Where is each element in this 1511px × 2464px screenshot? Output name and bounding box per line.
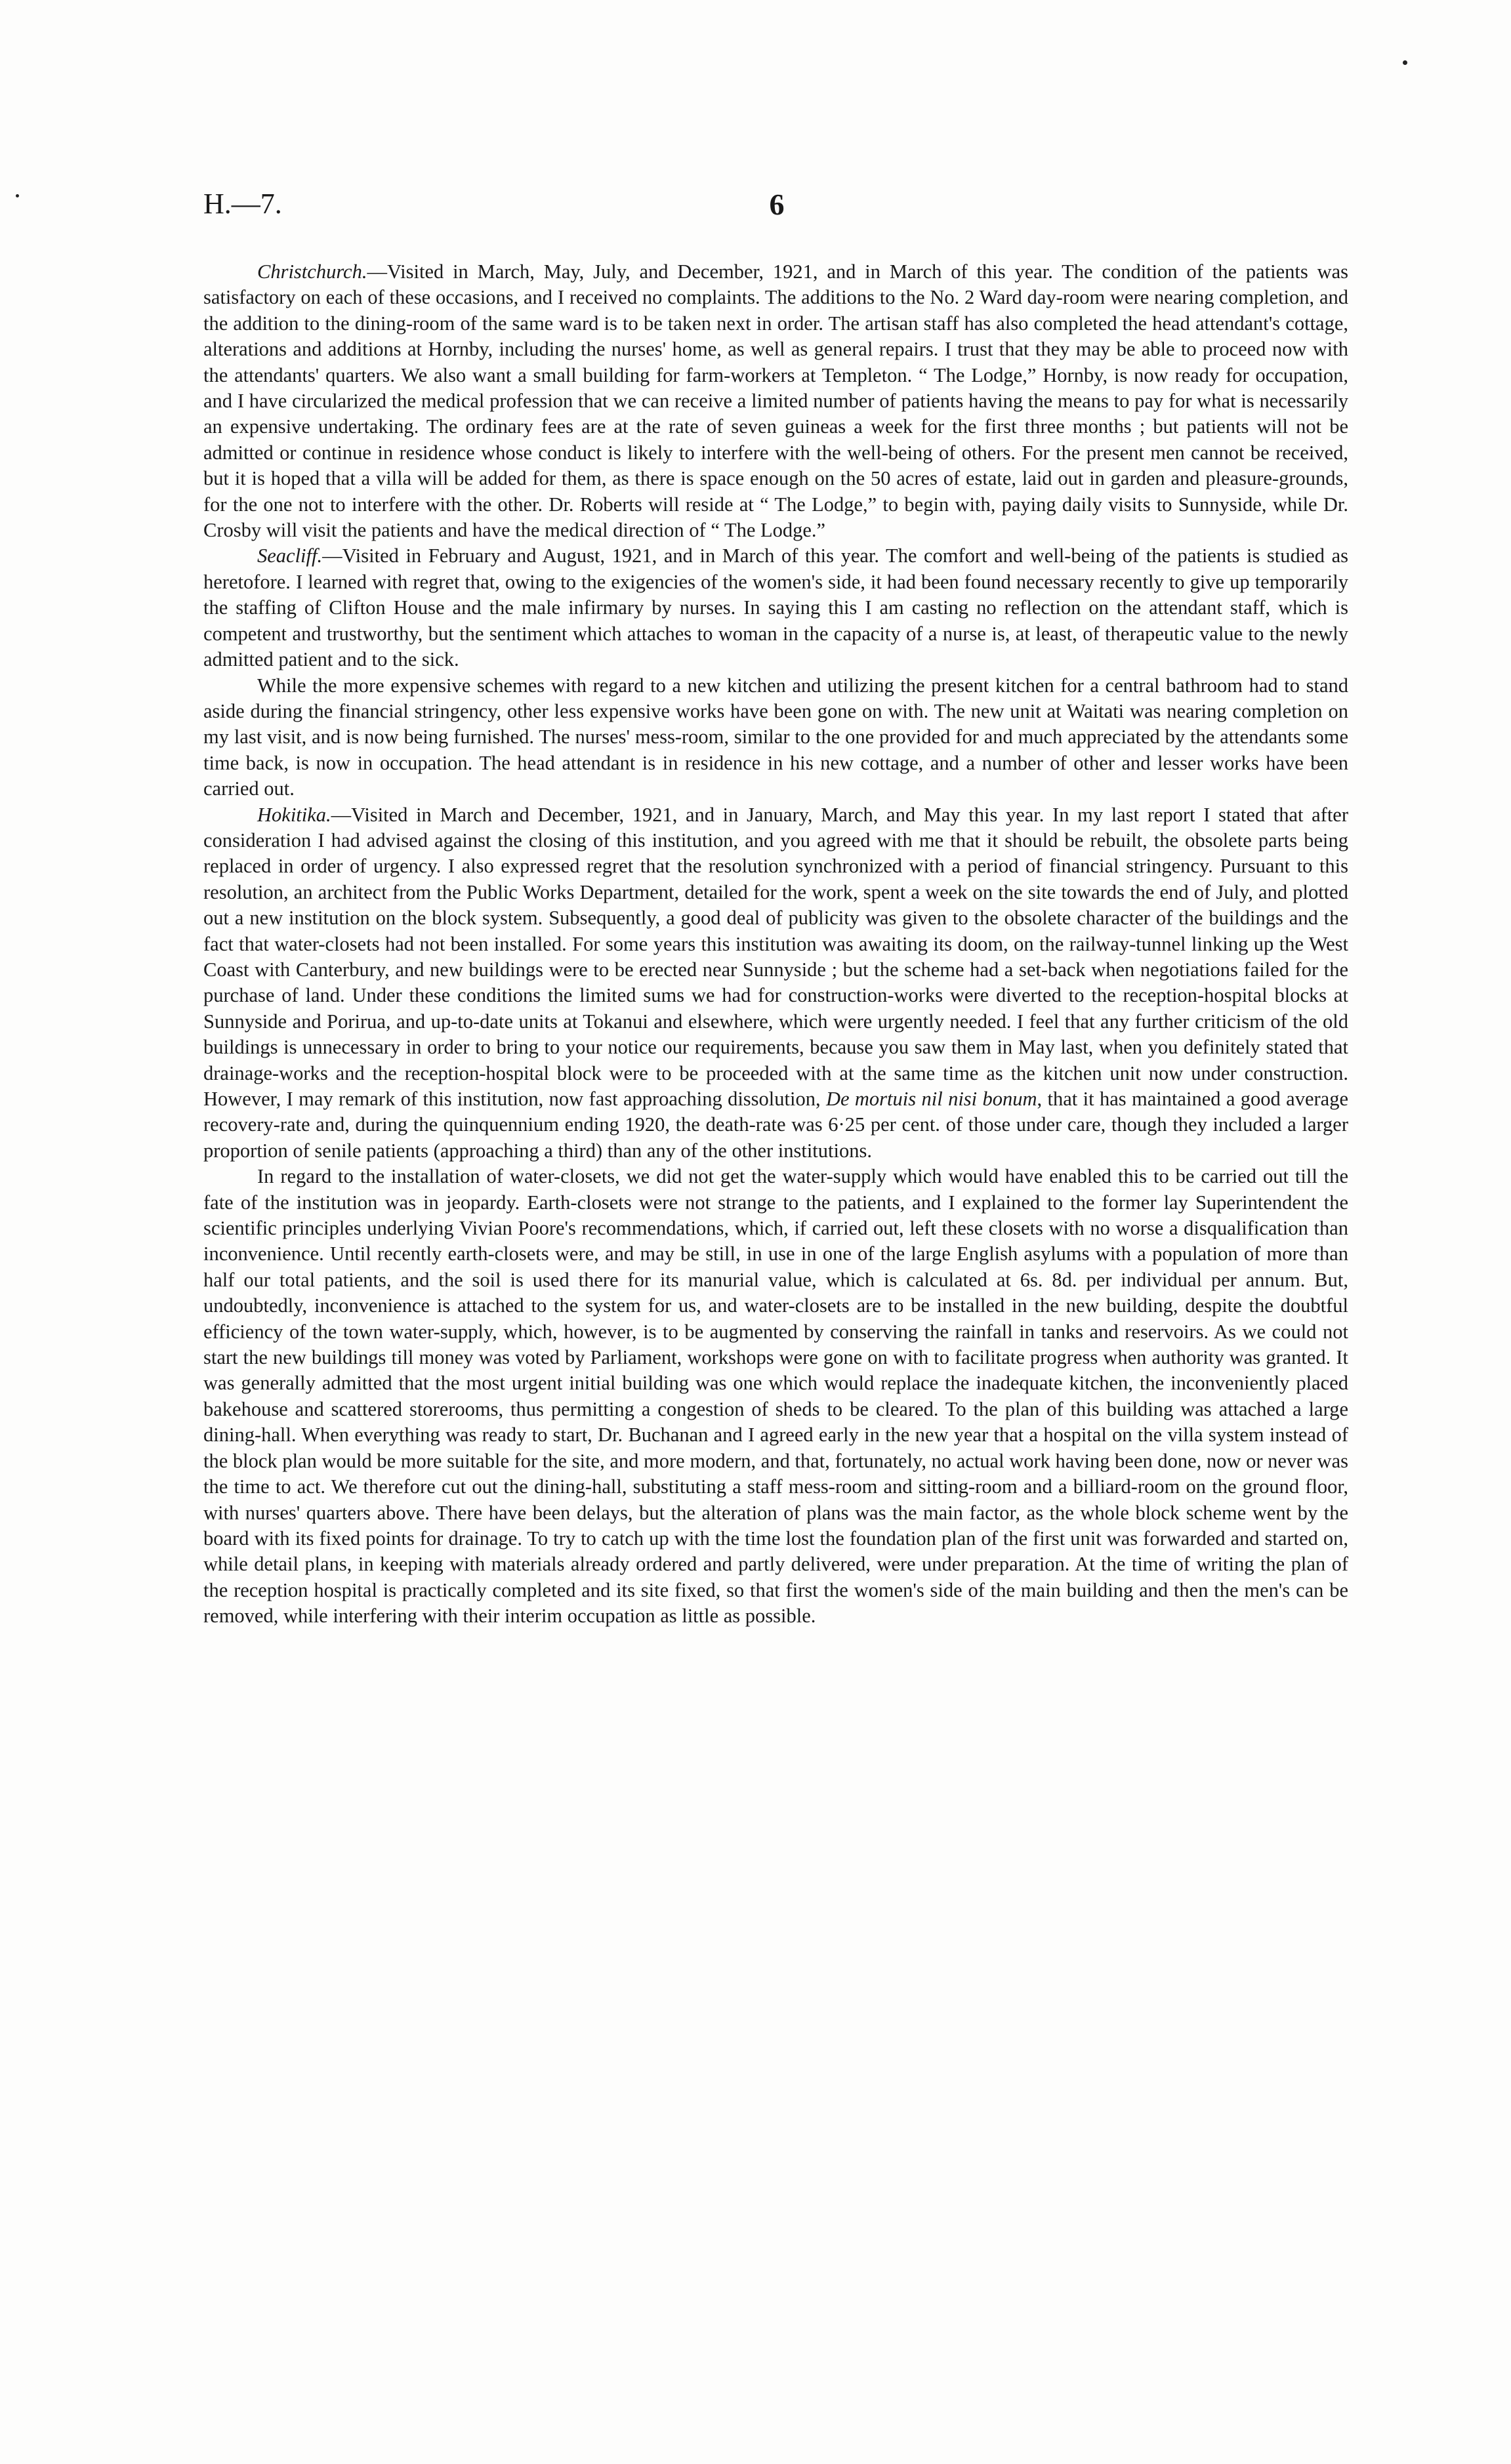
paragraph-text: —Visited in February and August, 1921, and in March of this year. The comfort and well-being of the patients is studied as heretofore. I learned with regret that, owing to the exigencies of the women's side, it had been found necessary recently to give up temporarily the staffing of Clifton House and the male infirmary by nurses. In saying this I am casting no reflection on the attendant staff, which is competent and trustworthy, but the sentiment which attaches to woman in the capacity of a nurse is, at least, of therapeutic value to the newly admitted patient and to the sick. <box>203 544 1348 671</box>
paragraph-lead: Hokitika. <box>257 803 331 826</box>
paragraph-seacliff <box>203 543 1348 672</box>
paragraph-hokitika <box>203 802 1348 1164</box>
paragraph-christchurch <box>203 259 1348 543</box>
paragraph-lead: Christchurch. <box>257 260 367 283</box>
paragraph-text: In regard to the installation of water-closets, we did not get the water-supply which would have enabled this to be carried out till the fate of the institution was in jeopardy. Earth-closets were not strange to the patients, and I explained to the former lay Superintendent the scientific principles underlying Vivian Poore's recommendations, which, if carried out, left these closets with no worse a disqualification than inconvenience. Until recently earth-closets were, and may be still, in use in one of the large English asylums with a population of more than half our total patients, and the soil is used there for its manurial value, which is calculated at 6s. 8d. per individual per annum. But, undoubtedly, inconvenience is attached to the system for us, and water-closets are to be installed in the new building, despite the doubtful efficiency of the town water-supply, which, however, is to be augmented by conserving the rainfall in tanks and reservoirs. As we could not start the new buildings till money was voted by Parliament, workshops were gone on with to facilitate progress when authority was granted. It was generally admitted that the most urgent initial building was one which would replace the inadequate kitchen, the inconveniently placed bakehouse and scattered storerooms, thus permitting a congestion of sheds to be cleared. To the plan of this building was attached a large dining-hall. When everything was ready to start, Dr. Buchanan and I agreed early in the new year that a hospital on the villa system instead of the block plan would be more suitable for the site, and more modern, and that, fortunately, no actual work having been done, now or never was the time to act. We therefore cut out the dining-hall, substituting a staff mess-room and sitting-room and a billiard-room on the ground floor, with nurses' quarters above. There have been delays, but the alteration of plans was the main factor, as the whole block scheme went by the board with its fixed points for drainage. To try to catch up with the time lost the foundation plan of the first unit was forwarded and started on, while detail plans, in keeping with materials already ordered and partly delivered, were under preparation. At the time of writing the plan of the reception hospital is practically completed and its site fixed, so that first the women's side of the main building and then the men's can be removed, while interfering with their interim occupation as little as possible. <box>203 1165 1348 1628</box>
paragraph-water-closets <box>203 1164 1348 1629</box>
paragraph-text: —Visited in March, May, July, and December, 1921, and in March of this year. The condition of the patients was satisfactory on each of these occasions, and I received no complaints. The additions to the No. 2 Ward day-room were nearing completion, and the addition to the dining-room of the same ward is to be taken next in order. The artisan staff has also completed the head attendant's cottage, alterations and additions at Hornby, including the nurses' home, as well as general repairs. I trust that they may be able to proceed now with the attendants' quarters. We also want a small building for farm-workers at Templeton. “ The Lodge,” Hornby, is now ready for occupation, and I have circularized the medical profession that we can receive a limited number of patients having the means to pay for what is necessarily an expensive undertaking. The ordinary fees are at the rate of seven guineas a week for the first three months ; but patients will not be admitted or continue in residence whose conduct is likely to interfere with the well-being of others. For the present men cannot be received, but it is hoped that a villa will be added for them, as there is space enough on the 50 acres of estate, laid out in garden and pleasure-grounds, for the one not to interfere with the other. Dr. Roberts will reside at “ The Lodge,” to begin with, paying daily visits to Sunnyside, while Dr. Crosby will visit the patients and have the medical direction of “ The Lodge.” <box>203 260 1348 542</box>
page-header <box>203 187 1350 233</box>
latin-phrase: De mortuis nil nisi bonum <box>825 1088 1037 1110</box>
paragraph-text: While the more expensive schemes with regard to a new kitchen and utilizing the present kitchen for a central bathroom had to stand aside during the financial stringency, other less expensive works have been gone on with. The new unit at Waitati was nearing completion on my last visit, and is now being furnished. The nurses' mess-room, similar to the one provided for and much appreciated by the attendants some time back, is now in occupation. The head attendant is in residence in his new cottage, and a number of other and lesser works have been carried out. <box>203 674 1348 800</box>
document-reference: H.—7. <box>203 188 282 220</box>
paragraph-text: —Visited in March and December, 1921, and in January, March, and May this year. In my last report I stated that after consideration I had advised against the closing of this institution, and you agreed with me that it should be rebuilt, the obsolete parts being replaced in order of urgency. I also expressed regret that the resolution synchronized with a period of financial stringency. Pursuant to this resolution, an architect from the Public Works Department, detailed for the work, spent a week on the site towards the end of July, and plotted out a new institution on the block system. Subsequently, a good deal of publicity was given to the obsolete character of the buildings and the fact that water-closets had not been installed. For some years this institution was awaiting its doom, on the railway-tunnel linking up the West Coast with Canterbury, and new buildings were to be erected near Sunnyside ; but the scheme had a set-back when negotiations failed for the purchase of land. Under these conditions the limited sums we had for construction-works were diverted to the reception-hospital blocks at Sunnyside and Porirua, and up-to-date units at Tokanui and elsewhere, which were urgently needed. I feel that any further criticism of the old buildings is unnecessary in order to bring to your notice our requirements, because you saw them in May last, when you definitely stated that drainage-works and the reception-hospital block were to be proceeded with at the same time as the kitchen unit now under construction. However, I may remark of this institution, now fast approaching dissolution, <box>203 803 1348 1110</box>
paragraph-lead: Seacliff. <box>257 544 323 567</box>
paragraph-seacliff-works <box>203 673 1348 802</box>
page-number: 6 <box>769 188 785 221</box>
ink-speck <box>1403 60 1407 65</box>
body-text <box>203 259 1348 1630</box>
paragraph-text: , that it has maintained a good average recovery-rate and, during the quinquennium ending 1920, the death-rate was 6·25 per cent. of those under care, though they included a larger proportion of senile patients (approaching a third) than any of the other institutions. <box>203 1088 1348 1162</box>
ink-speck <box>16 194 19 197</box>
